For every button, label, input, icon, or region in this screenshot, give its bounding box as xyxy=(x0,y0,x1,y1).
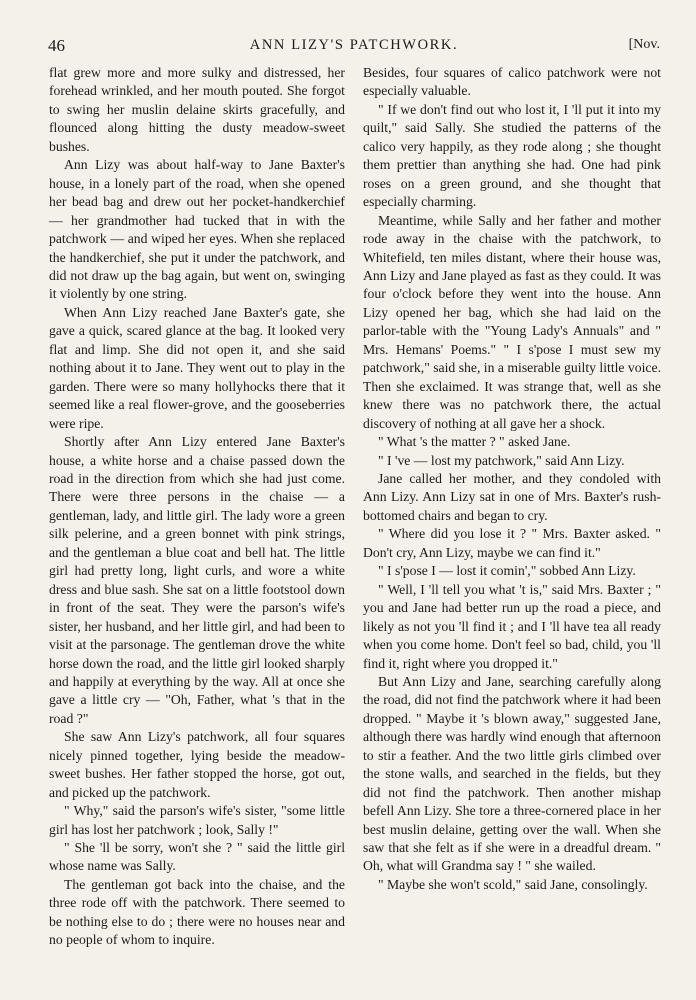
paragraph: But Ann Lizy and Jane, searching carefully along the road, did not find the patchwork where it had been dropped. " Maybe it 's blown away," suggested Jane, although there was hardly wind enough that afternoon to stir a feather. And the two little girls climbed over the stone walls, and searched in the fields, but they did not find the patchwork. Then another mishap befell Ann Lizy. She tore a three-cornered place in her best muslin delaine, getting over the wall. When she saw that she felt as if she were in a dreadful dream. " Oh, what will Grandma say ! " she wailed. xyxy=(363,673,661,874)
running-title: ANN LIZY'S PATCHWORK. xyxy=(249,37,459,53)
paragraph: " Why," said the parson's wife's sister, "some little girl has lost her patchwork ; look, Sally !" xyxy=(49,803,345,837)
paragraph: " I s'pose I — lost it comin'," sobbed Ann Lizy. xyxy=(378,563,636,579)
paragraph: The gentleman got back into the chaise, and the three rode off with the patchwork. There seemed to be nothing else to do ; there were no houses near and no people of whom to inquire. xyxy=(49,876,345,948)
month-label: [Nov. xyxy=(628,37,660,52)
paragraph: Meantime, while Sally and her father and mother rode away in the chaise with the patchwork, to Whitefield, ten miles distant, where their house was, Ann Lizy and Jane played as fast as they could. It was four o'clock before they went into the house. Ann Lizy opened her bag, which she had laid on the parlor-table with the "Young Lady's Annuals" and " Mrs. Hemans' Poems." " I s'pose I must sew my patchwork," said she, in a miserable guilty little voice. Then she exclaimed. It was strange that, well as she knew there was no patchwork there, the actual discovery of nothing at all gave her a shock. xyxy=(363,212,661,431)
paragraph: " Maybe she won't scold," said Jane, consolingly. xyxy=(378,876,648,892)
paragraph: Ann Lizy was about half-way to Jane Baxter's house, in a lonely part of the road, when she opened her bead bag and drew out her pocket-handkerchief — her grandmother had tucked that in with the patchwork — and wiped her eyes. When she replaced the handkerchief, she put it under the patchwork, and did not draw up the bag again, but went on, swinging it violently by one string. xyxy=(49,157,345,302)
paragraph: She saw Ann Lizy's patchwork, all four squares nicely pinned together, lying beside the meadow-sweet bushes. Her father stopped the horse, got out, and picked up the patchwork. xyxy=(49,729,345,800)
paragraph: " Well, I 'll tell you what 't is," said Mrs. Baxter ; " you and Jane had better run up the road a piece, and likely as not you 'll find it ; and I 'll have tea all ready when you come home. Don't feel so bad, child, you 'll find it, right where you dropped it." xyxy=(363,581,661,671)
paragraph: flat grew more and more sulky and distressed, her forehead wrinkled, and her mouth pouted. She forgot to swing her muslin delaine skirts gracefully, and flounced along hitting the dusty meadow-sweet bushes. xyxy=(49,65,345,154)
paragraph: " If we don't find out who lost it, I 'll put it into my quilt," said Sally. She studied the patterns of the calico very happily, as they rode along ; she thought them prettier than anything she had. One had pink roses on a green ground, and she thought that especially charming. xyxy=(363,101,661,210)
paragraph: " What 's the matter ? " asked Jane. xyxy=(378,434,571,450)
page-header xyxy=(48,36,660,58)
paragraph: " I 've — lost my patchwork," said Ann Lizy. xyxy=(378,452,625,468)
paragraph: " Where did you lose it ? " Mrs. Baxter asked. " Don't cry, Ann Lizy, maybe we can find it." xyxy=(363,526,661,560)
right-column xyxy=(363,64,661,894)
paragraph: Shortly after Ann Lizy entered Jane Baxter's house, a white horse and a chaise passed down the road in the direction from which she had just come. There were three persons in the chaise — a gentleman, lady, and little girl. The lady wore a green silk pelerine, and a green bonnet with pink strings, and the gentleman a blue coat and bell hat. The little girl had pretty long, light curls, and wore a white dress and blue sash. She sat on a little footstool down in front of the seat. They were the parson's wife's sister, her husband, and her little girl, and had been to visit at the parsonage. The gentleman drove the white horse down the road, and the little girl looked sharply and happily at everything by the way. All at once she gave a little cry — "Oh, Father, what 's that in the road ?" xyxy=(49,434,345,726)
left-column xyxy=(49,64,345,950)
paragraph: Jane called her mother, and they condoled with Ann Lizy. Ann Lizy sat in one of Mrs. Baxter's rush-bottomed chairs and began to cry. xyxy=(363,470,661,523)
page-number: 46 xyxy=(48,36,65,55)
paragraph: When Ann Lizy reached Jane Baxter's gate, she gave a quick, scared glance at the bag. It looked very flat and limp. She did not open it, and she said nothing about it to Jane. They went out to play in the garden. There were so many hollyhocks there that it seemed like a real flower-grove, and the gooseberries were ripe. xyxy=(49,304,345,431)
paragraph: " She 'll be sorry, won't she ? " said the little girl whose name was Sally. xyxy=(49,840,345,874)
paragraph: Besides, four squares of calico patchwork were not especially valuable. xyxy=(363,65,661,99)
